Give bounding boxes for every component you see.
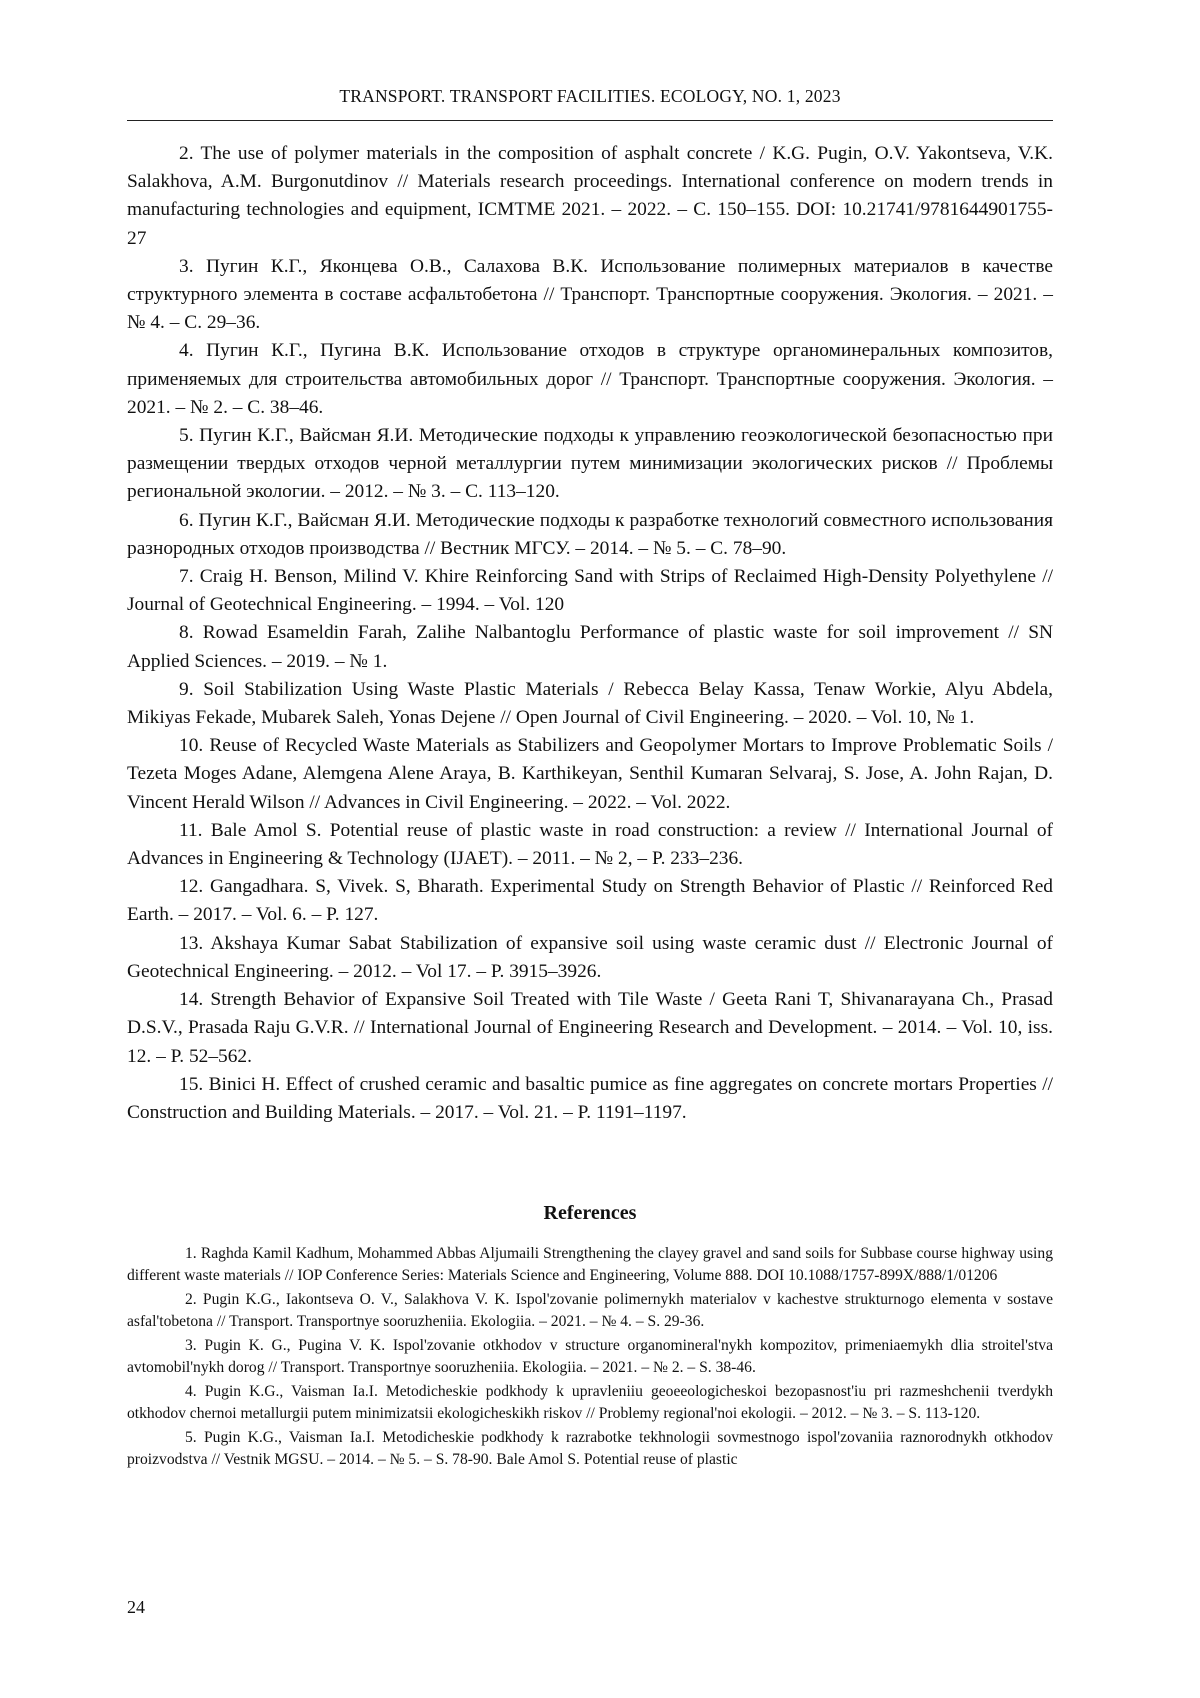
reference-item-5: 5. Пугин К.Г., Вайсман Я.И. Методические подходы к управлению геоэкологической безопасностью при размещении твердых отходов черной металлургии путем минимизации экологических рисков // Проблемы региональной экологии. – 2012. – № 3. – С. 113–120.: [127, 422, 1053, 507]
translit-reference-item-2: 2. Pugin K.G., Iakontseva O. V., Salakhova V. K. Ispol'zovanie polimernykh materialov v kachestve strukturnogo elementa v sostave asfal'tobetona // Transport. Transportnye sooruzheniia. Ekologiia. – 2021. – № 4. – S. 29-36.: [127, 1289, 1053, 1333]
page-number: 24: [127, 1597, 145, 1618]
reference-item-3: 3. Пугин К.Г., Яконцева О.В., Салахова В.К. Использование полимерных материалов в качестве структурного элемента в составе асфальтобетона // Транспорт. Транспортные сооружения. Экология. – 2021. – № 4. – С. 29–36.: [127, 253, 1053, 338]
reference-item-2: 2. The use of polymer materials in the composition of asphalt concrete / K.G. Pugin, O.V. Yakontseva, V.K. Salakhova, A.M. Burgonutdinov // Materials research proceedings. International conference on modern trends in manufacturing technologies and equipment, ICMTME 2021. – 2022. – С. 150–155. DOI: 10.21741/9781644901755-27: [127, 140, 1053, 253]
reference-item-12: 12. Gangadhara. S, Vivek. S, Bharath. Experimental Study on Strength Behavior of Plastic // Reinforced Red Earth. – 2017. – Vol. 6. – P. 127.: [127, 873, 1053, 929]
reference-item-6: 6. Пугин К.Г., Вайсман Я.И. Методические подходы к разработке технологий совместного использования разнородных отходов производства // Вестник МГСУ. – 2014. – № 5. – С. 78–90.: [127, 507, 1053, 563]
transliterated-reference-list: [127, 1243, 1053, 1473]
reference-item-4: 4. Пугин К.Г., Пугина В.К. Использование отходов в структуре органоминеральных композитов, применяемых для строительства автомобильных дорог // Транспорт. Транспортные сооружения. Экология. – 2021. – № 2. – С. 38–46.: [127, 337, 1053, 422]
reference-item-9: 9. Soil Stabilization Using Waste Plastic Materials / Rebecca Belay Kassa, Tenaw Workie, Alyu Abdela, Mikiyas Fekade, Mubarek Saleh, Yonas Dejene // Open Journal of Civil Engineering. – 2020. – Vol. 10, № 1.: [127, 676, 1053, 732]
reference-item-15: 15. Binici H. Effect of crushed ceramic and basaltic pumice as fine aggregates on concrete mortars Properties // Construction and Building Materials. – 2017. – Vol. 21. – P. 1191–1197.: [127, 1071, 1053, 1127]
reference-item-13: 13. Akshaya Kumar Sabat Stabilization of expansive soil using waste ceramic dust // Electronic Journal of Geotechnical Engineering. – 2012. – Vol 17. – P. 3915–3926.: [127, 930, 1053, 986]
translit-reference-item-1: 1. Raghda Kamil Kadhum, Mohammed Abbas Aljumaili Strengthening the clayey gravel and sand soils for Subbase course highway using different waste materials // IOP Conference Series: Materials Science and Engineering, Volume 888. DOI 10.1088/1757-899X/888/1/01206: [127, 1243, 1053, 1287]
translit-reference-item-5: 5. Pugin K.G., Vaisman Ia.I. Metodicheskie podkhody k razrabotke tekhnologii sovmestnogo ispol'zovaniia raznorodnykh otkhodov proizvodstva // Vestnik MGSU. – 2014. – № 5. – S. 78-90. Bale Amol S. Potential reuse of plastic: [127, 1427, 1053, 1471]
running-header: TRANSPORT. TRANSPORT FACILITIES. ECOLOGY, NO. 1, 2023: [127, 86, 1053, 107]
reference-item-11: 11. Bale Amol S. Potential reuse of plastic waste in road construction: a review // International Journal of Advances in Engineering & Technology (IJAET). – 2011. – № 2, – P. 233–236.: [127, 817, 1053, 873]
header-divider: [127, 120, 1053, 121]
reference-item-14: 14. Strength Behavior of Expansive Soil Treated with Tile Waste / Geeta Rani T, Shivanarayana Ch., Prasad D.S.V., Prasada Raju G.V.R. // International Journal of Engineering Research and Development. – 2014. – Vol. 10, iss. 12. – P. 52–562.: [127, 986, 1053, 1071]
references-heading: References: [127, 1202, 1053, 1225]
reference-list: [127, 140, 1053, 1127]
reference-item-7: 7. Craig H. Benson, Milind V. Khire Reinforcing Sand with Strips of Reclaimed High-Density Polyethylene // Journal of Geotechnical Engineering. – 1994. – Vol. 120: [127, 563, 1053, 619]
translit-reference-item-3: 3. Pugin K. G., Pugina V. K. Ispol'zovanie otkhodov v structure organomineral'nykh kompozitov, primeniaemykh dlia stroitel'stva avtomobil'nykh dorog // Transport. Transportnye sooruzheniia. Ekologiia. – 2021. – № 2. – S. 38-46.: [127, 1335, 1053, 1379]
reference-item-8: 8. Rowad Esameldin Farah, Zalihe Nalbantoglu Performance of plastic waste for soil improvement // SN Applied Sciences. – 2019. – № 1.: [127, 619, 1053, 675]
translit-reference-item-4: 4. Pugin K.G., Vaisman Ia.I. Metodicheskie podkhody k upravleniiu geoeeologicheskoi bezopasnost'iu pri razmeshchenii tverdykh otkhodov chernoi metallurgii putem minimizatsii ekologicheskikh riskov // Problemy regional'noi ekologii. – 2012. – № 3. – S. 113-120.: [127, 1381, 1053, 1425]
reference-item-10: 10. Reuse of Recycled Waste Materials as Stabilizers and Geopolymer Mortars to Improve Problematic Soils / Tezeta Moges Adane, Alemgena Alene Araya, B. Karthikeyan, Senthil Kumaran Selvaraj, S. Jose, A. John Rajan, D. Vincent Herald Wilson // Advances in Civil Engineering. – 2022. – Vol. 2022.: [127, 732, 1053, 817]
